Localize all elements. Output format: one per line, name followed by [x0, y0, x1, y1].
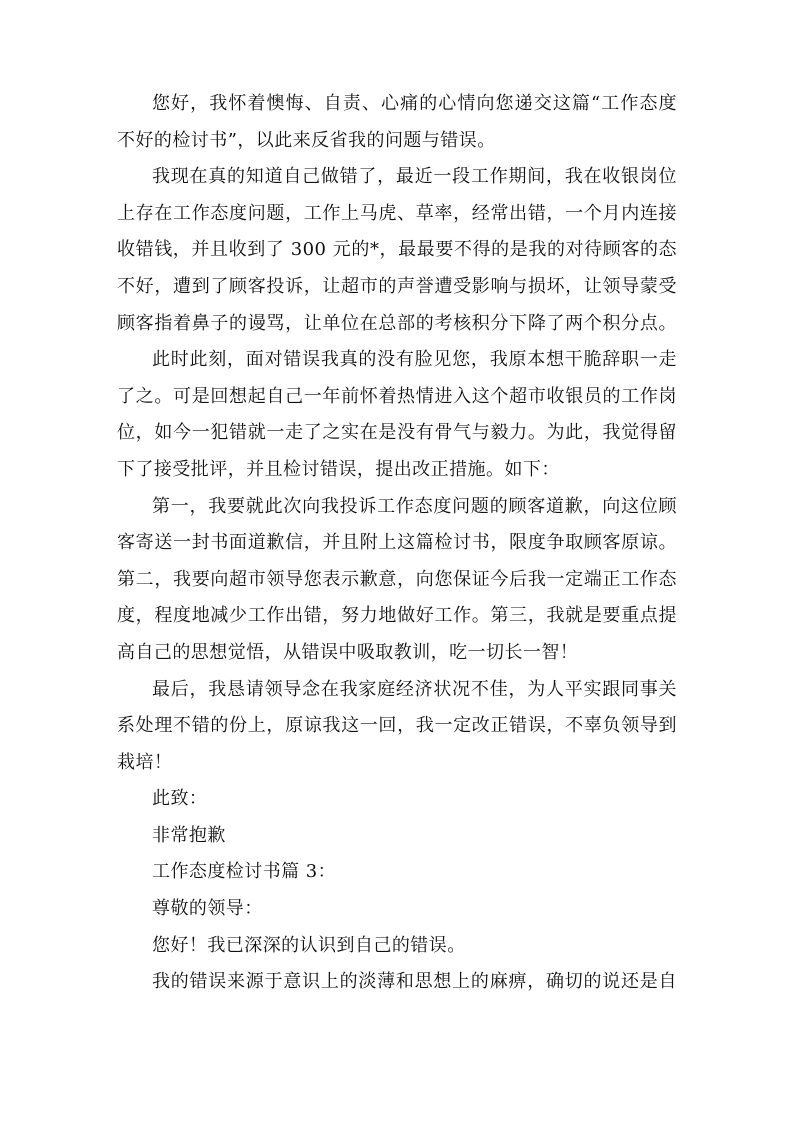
text-line: 系处理不错的份上，原谅我这一回，我一定改正错误，不辜负领导到 — [117, 715, 677, 737]
salutation-line: 此致： — [152, 788, 208, 810]
closing-line: 非常抱歉 — [152, 824, 226, 846]
text-line: 您好，我怀着懊悔、自责、心痛的心情向您递交这篇“工作态度 — [152, 93, 677, 114]
text-line: 最后，我恳请领导念在我家庭经济状况不佳，为人平实跟同事关 — [152, 678, 677, 700]
text-line: 不好，遭到了顾客投诉，让超市的声誉遭受影响与损坏，让领导蒙受 — [117, 275, 677, 297]
text-line: 收错钱，并且收到了 300 元的*，最最要不得的是我的对待顾客的态 — [117, 239, 677, 261]
text-line: 度，程度地减少工作出错，努力地做好工作。第三，我就是要重点提 — [117, 605, 677, 627]
section-heading: 工作态度检讨书篇 3： — [152, 861, 337, 883]
text-line: 第一，我要就此次向我投诉工作态度问题的顾客道歉，向这位顾 — [152, 495, 677, 517]
text-line: 了之。可是回想起自己一年前怀着热情进入这个超市收银员的工作岗 — [117, 385, 677, 407]
text-line: 客寄送一封书面道歉信，并且附上这篇检讨书，限度争取顾客原谅。 — [117, 532, 677, 554]
text-line: 下了接受批评，并且检讨错误，提出改正措施。如下： — [117, 458, 560, 480]
text-line: 此时此刻，面对错误我真的没有脸见您，我原本想干脆辞职一走 — [152, 349, 677, 371]
text-line: 不好的检讨书”，以此来反省我的问题与错误。 — [117, 129, 496, 151]
text-line: 位，如今一犯错就一走了之实在是没有骨气与毅力。为此，我觉得留 — [117, 422, 677, 444]
text-line: 我的错误来源于意识上的淡薄和思想上的麻痹，确切的说还是自 — [152, 971, 677, 993]
document-page — [117, 86, 677, 1001]
text-line: 顾客指着鼻子的谩骂，让单位在总部的考核积分下降了两个积分点。 — [117, 312, 677, 334]
salutation-line: 尊敬的领导： — [152, 898, 263, 920]
text-line: 栽培！ — [117, 751, 173, 773]
text-line: 第二，我要向超市领导您表示歉意，向您保证今后我一定端正工作态 — [117, 568, 677, 590]
text-line: 您好！我已深深的认识到自己的错误。 — [152, 934, 466, 956]
text-line: 上存在工作态度问题，工作上马虎、草率，经常出错，一个月内连接 — [117, 202, 677, 224]
text-line: 我现在真的知道自己做错了，最近一段工作期间，我在收银岗位 — [152, 166, 677, 188]
text-line: 高自己的思想觉悟，从错误中吸取教训，吃一切长一智！ — [117, 641, 579, 663]
